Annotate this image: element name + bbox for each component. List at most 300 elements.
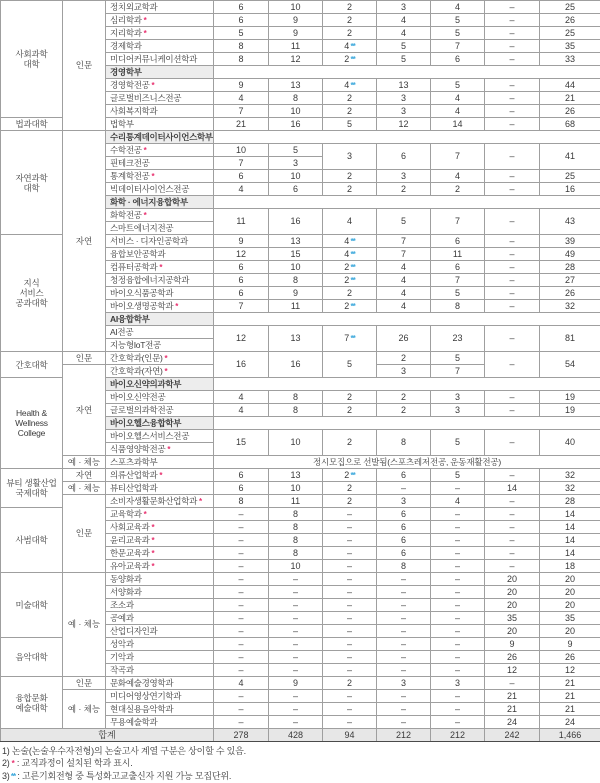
value-cell: 32	[540, 469, 600, 482]
value-cell: 8	[269, 508, 323, 521]
footnotes	[0, 742, 600, 783]
value-cell: 2	[323, 27, 377, 40]
footnote-line: 1) 논술(논술우수자전형)의 논술고사 계열 구분은 상이할 수 있음.	[2, 745, 598, 757]
table-row	[1, 131, 600, 144]
value-cell: –	[269, 716, 323, 729]
department-cell: 수학전공 *	[106, 144, 214, 157]
value-cell: 40	[540, 430, 600, 456]
value-cell: 10	[269, 482, 323, 495]
value-cell: 4	[377, 274, 431, 287]
value-cell: 4 **	[323, 248, 377, 261]
value-cell: 5	[431, 469, 485, 482]
value-cell: 26	[485, 651, 540, 664]
department-cell: 스포츠과학부	[106, 456, 214, 469]
department-cell: 산업디자인과	[106, 625, 214, 638]
category-cell: 인문	[63, 677, 106, 690]
value-cell: 6	[214, 287, 269, 300]
value-cell: 25	[540, 170, 600, 183]
department-cell: 글로벌비즈니스전공	[106, 92, 214, 105]
value-cell: –	[485, 53, 540, 66]
value-cell: –	[214, 716, 269, 729]
value-cell: –	[431, 703, 485, 716]
value-cell: –	[323, 716, 377, 729]
category-cell: 자연	[63, 365, 106, 456]
value-cell: 7	[214, 300, 269, 313]
value-cell: –	[214, 508, 269, 521]
department-cell: 지리학과 *	[106, 27, 214, 40]
value-cell: 5	[431, 27, 485, 40]
value-cell: –	[485, 79, 540, 92]
value-cell: 21	[485, 690, 540, 703]
value-cell: 28	[540, 261, 600, 274]
special-track-marker: **	[349, 334, 354, 343]
value-cell: –	[214, 638, 269, 651]
value-cell: –	[431, 508, 485, 521]
value-cell: –	[269, 664, 323, 677]
value-cell: 2	[323, 430, 377, 456]
value-cell: –	[485, 40, 540, 53]
value-cell: 10	[269, 560, 323, 573]
value-cell: 21	[540, 703, 600, 716]
value-cell: –	[323, 573, 377, 586]
teaching-course-marker: *	[150, 523, 155, 532]
value-cell: 6	[214, 170, 269, 183]
value-cell: 8	[377, 430, 431, 456]
value-cell: 4 **	[323, 79, 377, 92]
value-cell: 7	[431, 144, 485, 170]
value-cell: 21	[540, 677, 600, 690]
value-cell: –	[214, 573, 269, 586]
value-cell: –	[485, 326, 540, 352]
teaching-course-marker: *	[157, 263, 162, 272]
special-track-marker: **	[10, 772, 15, 781]
department-cell: 경영학전공 *	[106, 79, 214, 92]
value-cell: –	[485, 235, 540, 248]
department-cell: 서양화과	[106, 586, 214, 599]
value-cell: 11	[269, 495, 323, 508]
value-cell: 7	[377, 235, 431, 248]
value-cell: 19	[540, 391, 600, 404]
table-row	[1, 573, 600, 586]
value-cell: 2	[323, 391, 377, 404]
value-cell: –	[485, 105, 540, 118]
value-cell: –	[377, 482, 431, 495]
footnote-line: 2) * : 교직과정이 설치된 학과 표시.	[2, 757, 598, 770]
total-row	[1, 729, 600, 742]
value-cell: –	[485, 1, 540, 14]
teaching-course-marker: *	[150, 172, 155, 181]
value-cell: –	[323, 703, 377, 716]
value-cell: 10	[269, 1, 323, 14]
value-cell: –	[214, 651, 269, 664]
department-cell: 바이오헬스서비스전공	[106, 430, 214, 443]
value-cell: –	[323, 534, 377, 547]
teaching-course-marker: *	[163, 354, 168, 363]
empty-cell	[214, 131, 600, 144]
empty-cell	[214, 196, 600, 209]
teaching-course-marker: *	[142, 16, 147, 25]
value-cell: 5	[431, 352, 485, 365]
value-cell: –	[485, 118, 540, 131]
value-cell: 14	[540, 547, 600, 560]
value-cell: 3	[323, 144, 377, 170]
value-cell: 9	[485, 638, 540, 651]
value-cell: 20	[540, 573, 600, 586]
department-cell: 글로벌의과학전공	[106, 404, 214, 417]
value-cell: –	[377, 599, 431, 612]
value-cell: –	[431, 664, 485, 677]
value-cell: –	[377, 651, 431, 664]
value-cell: 12	[377, 118, 431, 131]
value-cell: 49	[540, 248, 600, 261]
value-cell: 2	[323, 105, 377, 118]
value-cell: 3	[431, 404, 485, 417]
value-cell: 2	[323, 14, 377, 27]
value-cell: 6	[214, 1, 269, 14]
teaching-course-marker: *	[150, 549, 155, 558]
value-cell: 20	[540, 586, 600, 599]
value-cell: 81	[540, 326, 600, 352]
department-cell: 바이오생명공학과 *	[106, 300, 214, 313]
value-cell: 2	[377, 352, 431, 365]
total-value-cell: 212	[377, 729, 431, 742]
value-cell: 12	[269, 53, 323, 66]
table-row	[1, 352, 600, 365]
value-cell: –	[323, 638, 377, 651]
table-row	[1, 495, 600, 508]
value-cell: –	[431, 638, 485, 651]
value-cell: 25	[540, 27, 600, 40]
value-cell: 7	[431, 209, 485, 235]
value-cell: –	[214, 521, 269, 534]
teaching-course-marker: *	[157, 471, 162, 480]
value-cell: 2	[377, 391, 431, 404]
department-cell: 간호학과(인문) *	[106, 352, 214, 365]
value-cell: –	[214, 612, 269, 625]
value-cell: 4	[431, 1, 485, 14]
value-cell: –	[323, 651, 377, 664]
department-cell: 청정융합에너지공학과	[106, 274, 214, 287]
department-cell: 한문교육과 *	[106, 547, 214, 560]
department-cell: 교육학과 *	[106, 508, 214, 521]
value-cell: 2	[323, 677, 377, 690]
value-cell: 7	[214, 105, 269, 118]
value-cell: 4	[214, 677, 269, 690]
department-cell: 스마트에너지전공	[106, 222, 214, 235]
value-cell: 24	[485, 716, 540, 729]
value-cell: 23	[431, 326, 485, 352]
value-cell: –	[485, 430, 540, 456]
value-cell: 20	[485, 573, 540, 586]
value-cell: 20	[540, 599, 600, 612]
value-cell: 9	[214, 235, 269, 248]
value-cell: 15	[214, 430, 269, 456]
value-cell: –	[431, 599, 485, 612]
department-cell: 미디어영상연기학과	[106, 690, 214, 703]
department-cell: 공예과	[106, 612, 214, 625]
special-track-marker: **	[349, 42, 354, 51]
value-cell: 8	[269, 274, 323, 287]
value-cell: 3	[431, 677, 485, 690]
value-cell: 3	[377, 365, 431, 378]
total-value-cell: 212	[431, 729, 485, 742]
college-cell: 사범대학	[1, 508, 63, 573]
value-cell: 10	[269, 430, 323, 456]
department-cell: AI전공	[106, 326, 214, 339]
special-track-marker: **	[349, 471, 354, 480]
value-cell: 3	[377, 170, 431, 183]
value-cell: 4	[431, 92, 485, 105]
value-cell: 12	[214, 326, 269, 352]
value-cell: –	[214, 625, 269, 638]
value-cell: 2 **	[323, 469, 377, 482]
value-cell: –	[323, 664, 377, 677]
value-cell: –	[485, 209, 540, 235]
value-cell: 41	[540, 144, 600, 170]
teaching-course-marker: *	[150, 536, 155, 545]
value-cell: 8	[214, 495, 269, 508]
value-cell: 12	[214, 248, 269, 261]
department-cell: 조소과	[106, 599, 214, 612]
value-cell: 8	[214, 53, 269, 66]
table-row	[1, 469, 600, 482]
value-cell: 6	[431, 235, 485, 248]
college-cell: Health & Wellness College	[1, 378, 63, 469]
value-cell: –	[323, 508, 377, 521]
value-cell: 4	[377, 300, 431, 313]
value-cell: 6	[214, 261, 269, 274]
total-value-cell: 1,466	[540, 729, 600, 742]
value-cell: 4	[431, 105, 485, 118]
college-cell: 간호대학	[1, 352, 63, 378]
value-cell: 2	[323, 404, 377, 417]
value-cell: –	[377, 664, 431, 677]
value-cell: –	[431, 573, 485, 586]
value-cell: 13	[269, 79, 323, 92]
value-cell: 3	[377, 92, 431, 105]
value-cell: 5	[377, 209, 431, 235]
value-cell: –	[431, 547, 485, 560]
teaching-course-marker: *	[142, 146, 147, 155]
value-cell: 16	[269, 209, 323, 235]
value-cell: 7	[431, 40, 485, 53]
college-cell: 미술대학	[1, 573, 63, 638]
value-cell: 26	[540, 651, 600, 664]
value-cell: 2 **	[323, 300, 377, 313]
value-cell: –	[431, 612, 485, 625]
value-cell: –	[214, 599, 269, 612]
value-cell: 6	[377, 521, 431, 534]
department-cell: 유아교육과 *	[106, 560, 214, 573]
college-cell: 음악대학	[1, 638, 63, 677]
value-cell: 11	[431, 248, 485, 261]
section-header-cell: 수리통계데이터사이언스학부	[106, 131, 214, 144]
value-cell: 2	[377, 404, 431, 417]
value-cell: –	[485, 508, 540, 521]
value-cell: –	[323, 690, 377, 703]
value-cell: 8	[214, 40, 269, 53]
department-cell: 의류산업학과 *	[106, 469, 214, 482]
value-cell: 15	[269, 248, 323, 261]
value-cell: 13	[269, 469, 323, 482]
department-cell: 식품영양학전공 *	[106, 443, 214, 456]
department-cell: 윤리교육과 *	[106, 534, 214, 547]
value-cell: 5	[377, 40, 431, 53]
value-cell: 16	[540, 183, 600, 196]
teaching-course-marker: *	[173, 302, 178, 311]
value-cell: 26	[540, 14, 600, 27]
value-cell: 12	[485, 664, 540, 677]
value-cell: 19	[540, 404, 600, 417]
value-cell: –	[377, 586, 431, 599]
value-cell: –	[377, 612, 431, 625]
department-cell: 동양화과	[106, 573, 214, 586]
value-cell: 4	[323, 209, 377, 235]
department-cell: 작곡과	[106, 664, 214, 677]
special-track-marker: **	[349, 81, 354, 90]
value-cell: –	[214, 586, 269, 599]
department-cell: 정치외교학과	[106, 1, 214, 14]
value-cell: 10	[269, 105, 323, 118]
value-cell: 4	[214, 391, 269, 404]
value-cell: –	[269, 625, 323, 638]
value-cell: 8	[269, 547, 323, 560]
section-header-cell: 바이오신약의과학부	[106, 378, 214, 391]
department-cell: 사회복지학과	[106, 105, 214, 118]
value-cell: –	[485, 391, 540, 404]
value-cell: –	[214, 560, 269, 573]
table-row	[1, 677, 600, 690]
value-cell: 33	[540, 53, 600, 66]
value-cell: 2	[323, 482, 377, 495]
college-cell: 융합문화 예술대학	[1, 677, 63, 729]
total-value-cell: 278	[214, 729, 269, 742]
value-cell: –	[377, 716, 431, 729]
value-cell: 5	[323, 118, 377, 131]
value-cell: 16	[214, 352, 269, 378]
value-cell: 9	[269, 677, 323, 690]
department-cell: 무용예술학과	[106, 716, 214, 729]
value-cell: 4	[377, 14, 431, 27]
department-cell: 문화예술경영학과	[106, 677, 214, 690]
value-cell: –	[269, 573, 323, 586]
value-cell: 27	[540, 274, 600, 287]
department-cell: 화학전공 *	[106, 209, 214, 222]
value-cell: 32	[540, 482, 600, 495]
value-cell: 54	[540, 352, 600, 378]
value-cell: –	[485, 521, 540, 534]
special-track-marker: **	[349, 263, 354, 272]
value-cell: –	[431, 482, 485, 495]
department-cell: 뷰티산업학과	[106, 482, 214, 495]
value-cell: 3	[377, 105, 431, 118]
value-cell: –	[485, 144, 540, 170]
total-value-cell: 94	[323, 729, 377, 742]
value-cell: 5	[431, 79, 485, 92]
category-cell: 예 · 체능	[63, 573, 106, 677]
value-cell: 6	[214, 469, 269, 482]
department-cell: 심리학과 *	[106, 14, 214, 27]
value-cell: 4	[377, 261, 431, 274]
category-cell: 예 · 체능	[63, 482, 106, 495]
value-cell: 6	[377, 534, 431, 547]
value-cell: –	[214, 690, 269, 703]
value-cell: 3	[431, 391, 485, 404]
value-cell: –	[485, 560, 540, 573]
department-cell: 융합보안공학과	[106, 248, 214, 261]
value-cell: –	[485, 248, 540, 261]
value-cell: –	[485, 183, 540, 196]
value-cell: –	[269, 586, 323, 599]
value-cell: 14	[540, 521, 600, 534]
section-header-cell: 바이오헬스융합학부	[106, 417, 214, 430]
value-cell: 8	[269, 404, 323, 417]
department-cell: 핀테크전공	[106, 157, 214, 170]
special-track-marker: **	[349, 55, 354, 64]
value-cell: –	[485, 495, 540, 508]
value-cell: –	[269, 612, 323, 625]
department-cell: 사회교육과 *	[106, 521, 214, 534]
value-cell: 8	[431, 300, 485, 313]
value-cell: 7 **	[323, 326, 377, 352]
value-cell: 9	[540, 638, 600, 651]
value-cell: 10	[269, 261, 323, 274]
value-cell: 11	[269, 300, 323, 313]
department-cell: 소비자생활문화산업학과 *	[106, 495, 214, 508]
teaching-course-marker: *	[150, 81, 155, 90]
value-cell: –	[485, 534, 540, 547]
value-cell: –	[485, 27, 540, 40]
value-cell: 4	[214, 92, 269, 105]
value-cell: 9	[269, 14, 323, 27]
category-cell: 예 · 체능	[63, 690, 106, 729]
value-cell: –	[485, 261, 540, 274]
value-cell: 32	[540, 300, 600, 313]
category-cell: 예 · 체능	[63, 456, 106, 469]
value-cell: 14	[431, 118, 485, 131]
footnote-line: 3) ** : 고른기회전형 중 특성화고교출신자 지원 가능 모집단위.	[2, 770, 598, 783]
teaching-course-marker: *	[142, 29, 147, 38]
value-cell: 2	[323, 170, 377, 183]
value-cell: 3	[377, 1, 431, 14]
teaching-course-marker: *	[165, 445, 170, 454]
value-cell: 21	[485, 703, 540, 716]
value-cell: –	[485, 547, 540, 560]
value-cell: –	[323, 560, 377, 573]
value-cell: –	[485, 300, 540, 313]
category-cell: 자연	[63, 131, 106, 352]
value-cell: 3	[377, 495, 431, 508]
value-cell: 39	[540, 235, 600, 248]
value-cell: 18	[540, 560, 600, 573]
value-cell: 2	[323, 92, 377, 105]
department-cell: 통계학전공 *	[106, 170, 214, 183]
value-cell: 14	[485, 482, 540, 495]
value-cell: 8	[377, 560, 431, 573]
value-cell: 8	[269, 534, 323, 547]
value-cell: 9	[269, 287, 323, 300]
value-cell: 35	[485, 612, 540, 625]
value-cell: –	[323, 599, 377, 612]
value-cell: 35	[540, 612, 600, 625]
empty-cell	[214, 66, 600, 79]
value-cell: –	[485, 404, 540, 417]
department-cell: 기악과	[106, 651, 214, 664]
value-cell: –	[431, 521, 485, 534]
value-cell: 26	[540, 287, 600, 300]
empty-cell	[214, 313, 600, 326]
value-cell: 6	[269, 183, 323, 196]
